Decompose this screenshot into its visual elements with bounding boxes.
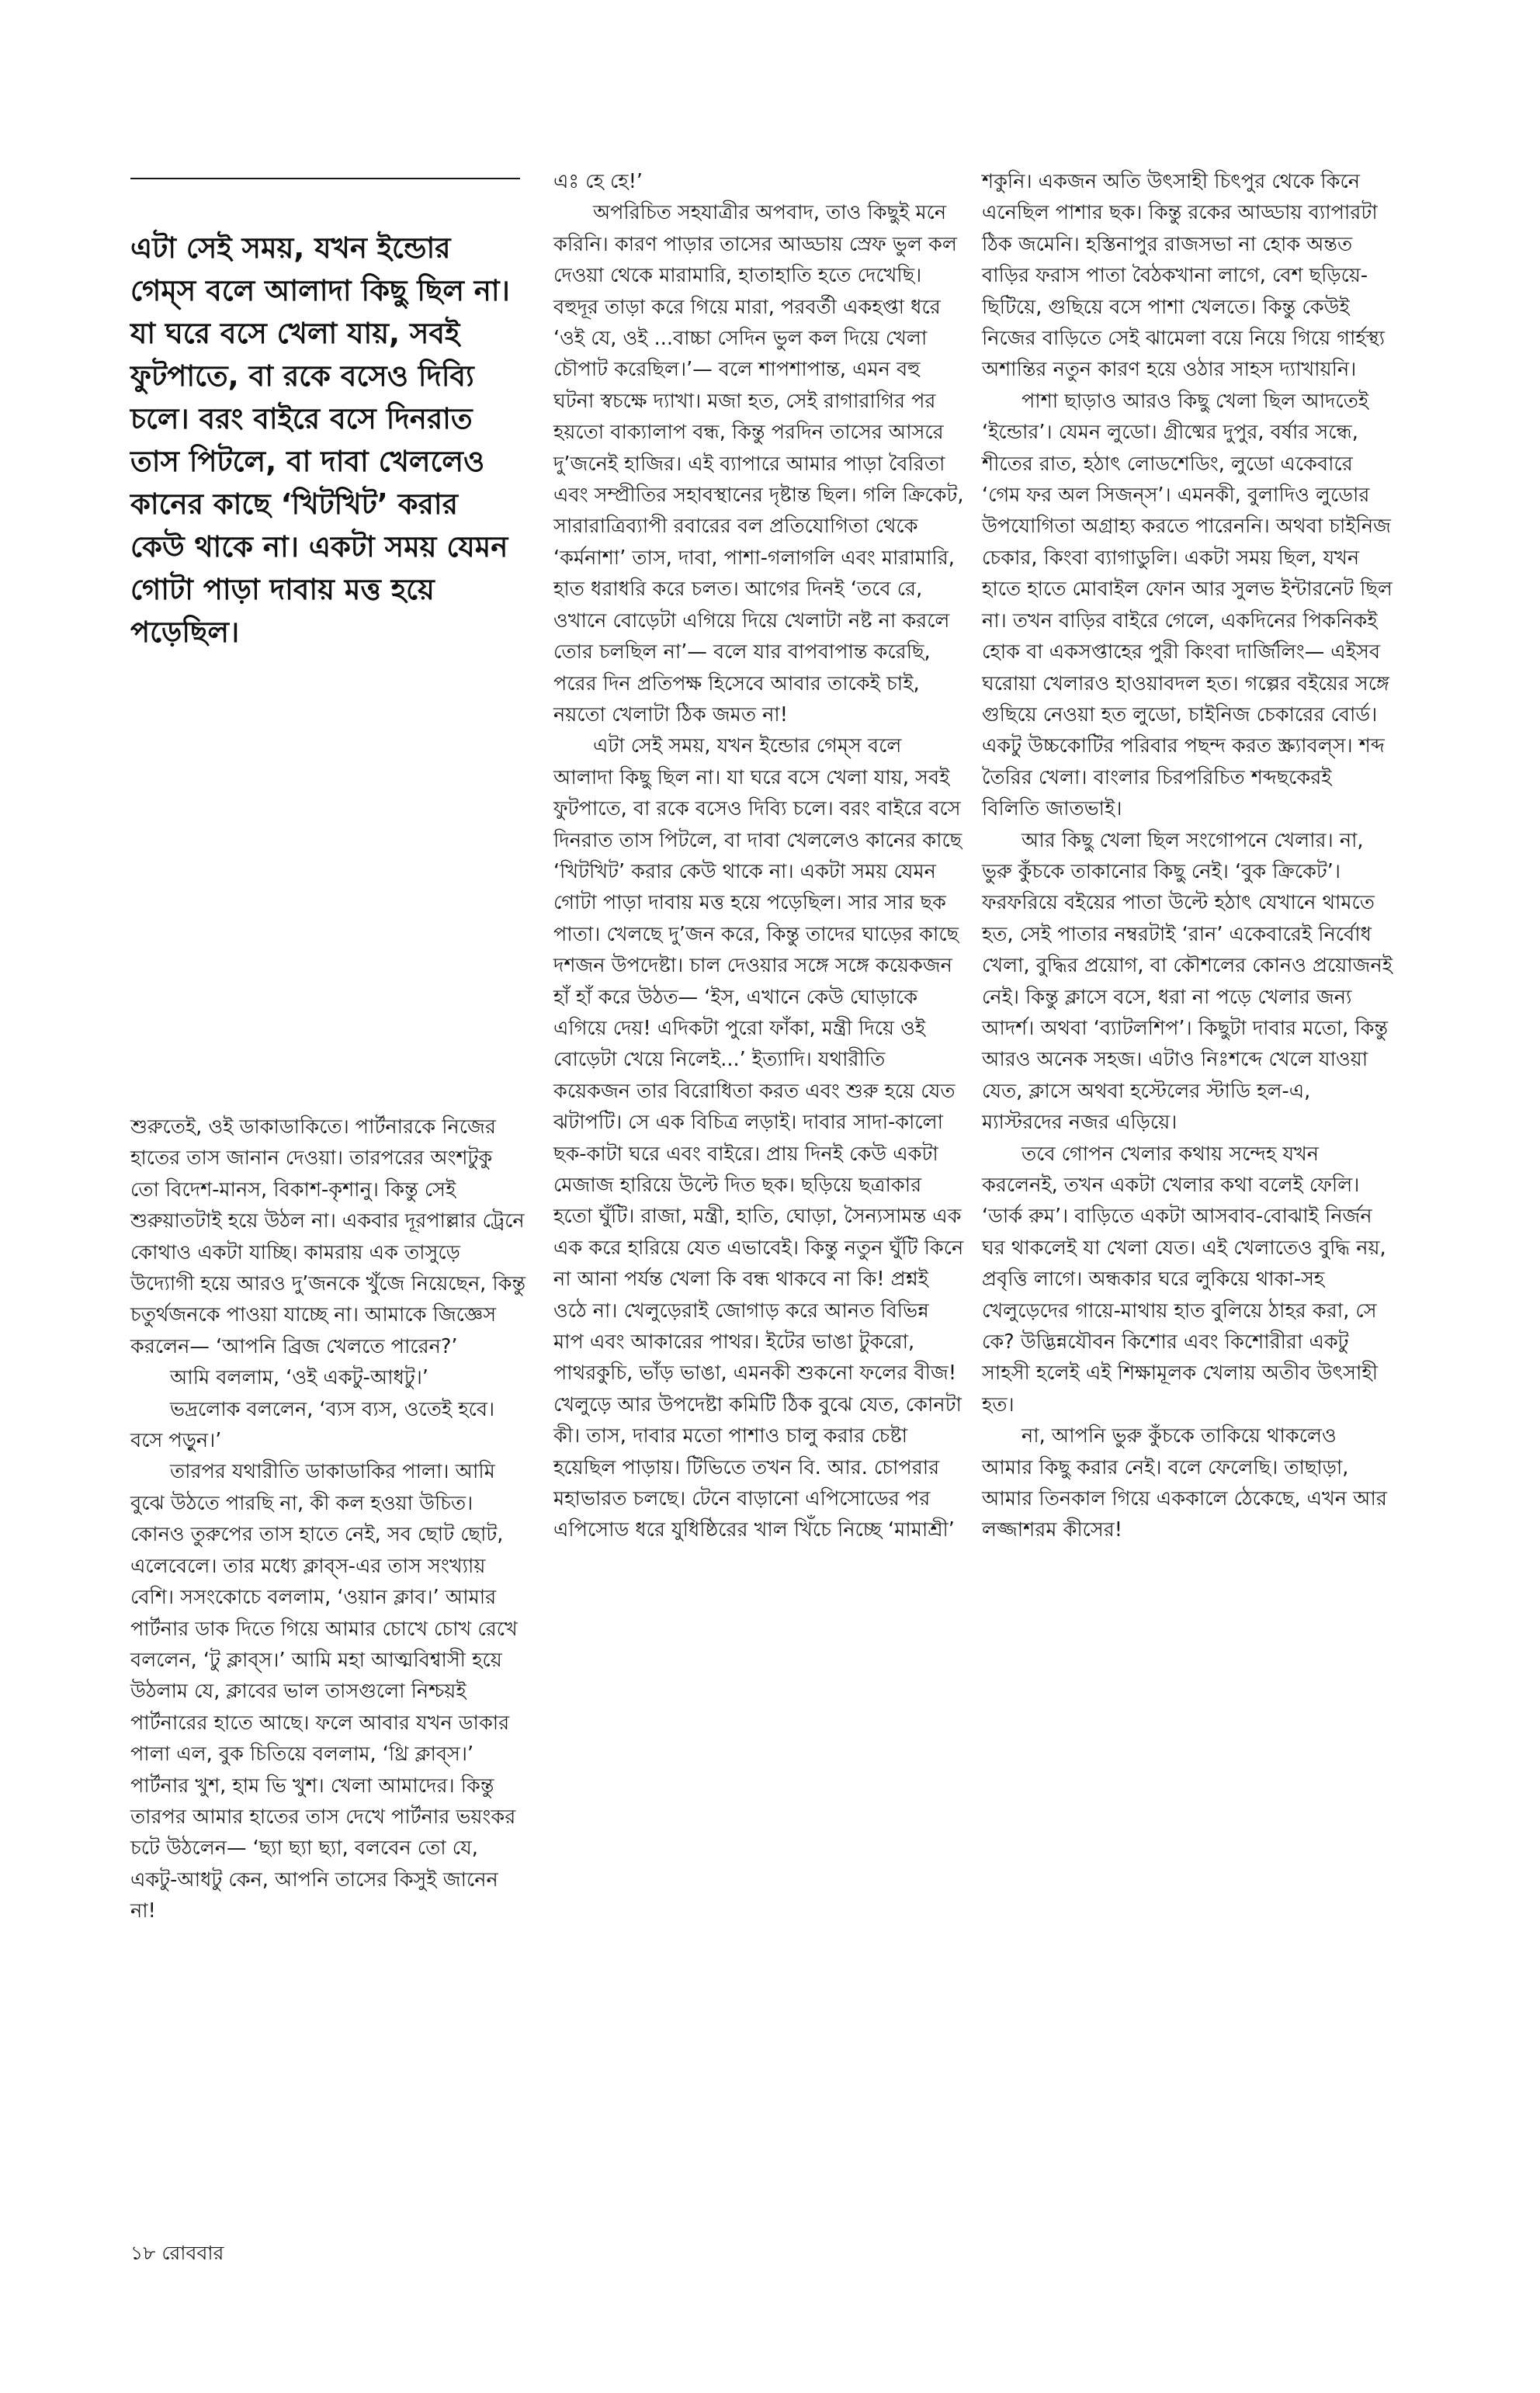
publication-name: রোববার [161, 2242, 224, 2264]
paragraph: তারপর যথারীতি ডাকাডাকির পালা। আমি বুঝে উঠতে পারছি না, কী কল হওয়া উচিত। কোনও তুরুপের তাস হাতে নেই, সব ছোট ছোট, এলেবেলে। তার মধ্যে ক্লাব্‌স-এর তাস সংখ্যায় বেশি। সসংকোচে বললাম, ‘ওয়ান ক্লাব।’ আমার পার্টনার ডাক দিতে গিয়ে আমার চোখে চোখ রেখে বললেন, ‘টু ক্লাব্‌স।’ আমি মহা আত্মবিশ্বাসী হয়ে উঠলাম যে, ক্লাবের ভাল তাসগুলো নিশ্চয়ই পার্টনারের হাতে আছে। ফলে আবার যখন ডাকার পালা এল, বুক চিতিয়ে বললাম, ‘থ্রি ক্লাব্‌স।’ পার্টনার খুশ, হাম ভি খুশ। খেলা আমাদের। কিন্তু তারপর আমার হাতের তাস দেখে পার্টনার ভয়ংকর চটে উঠলেন— ‘ছ্যা ছ্যা ছ্যা, বলবেন তো যে, একটু-আধটু কেন, আপনি তাসের কিসুই জানেন না! [130, 1460, 518, 1923]
page-number: ১৮ [130, 2242, 156, 2264]
paragraph: শুরুতেই, ওই ডাকাডাকিতে। পার্টনারকে নিজের হাতের তাস জানান দেওয়া। তারপরের অংশটুকু তো বিদেশ-মানস, বিকাশ-কৃশানু। কিন্তু সেই শুরুয়াতটাই হয়ে উঠল না। একবার দূরপাল্লার ট্রেনে কোথাও একটা যাচ্ছি। কামরায় এক তাসুড়ে উদ্যোগী হয়ে আরও দু’জনকে খুঁজে নিয়েছেন, কিন্তু চতুর্থজনকে পাওয়া যাচ্ছে না। আমাকে জিজ্ঞেস করলেন— ‘আপনি ব্রিজ খেলতে পারেন?’ [130, 1115, 526, 1358]
paragraph: অপরিচিত সহযাত্রীর অপবাদ, তাও কিছুই মনে করিনি। কারণ পাড়ার তাসের আড্ডায় স্রেফ ভুল কল দেওয়া থেকে মারামারি, হাতাহাতি হতে দেখেছি। বহুদূর তাড়া করে গিয়ে মারা, পরবর্তী একহপ্তা ধরে ‘ওই যে, ওই ...বাচ্চা সেদিন ভুল কল দিয়ে খেলা চৌপাট করেছিল।’— বলে শাপশাপান্ত, এমন বহু ঘটনা স্বচক্ষে দ্যাখা। মজা হত, সেই রাগারাগির পর হয়তো বাক্যালাপ বন্ধ, কিন্তু পরদিন তাসের আসরে দু’জনেই হাজির। এই ব্যাপারে আমার পাড়া বৈরিতা এবং সম্প্রীতির সহাবস্থানের দৃষ্টান্ত ছিল। গলি ক্রিকেট, সারারাত্রিব্যাপী রবারের বল প্রতিযোগিতা থেকে ‘কর্মনাশা’ তাস, দাবা, পাশা-গলাগলি এবং মারামারি, হাত ধরাধরি করে চলত। আগের দিনই ‘তবে রে, ওখানে বোড়েটা এগিয়ে দিয়ে খেলাটা নষ্ট না করলে তোর চলছিল না’— বলে যার বাপবাপান্ত করেছি, পরের দিন প্রতিপক্ষ হিসেবে আবার তাকেই চাই, নয়তো খেলাটা ঠিক জমত না! [553, 201, 964, 727]
paragraph: আর কিছু খেলা ছিল সংগোপনে খেলার। না, ভুরু কুঁচকে তাকানোর কিছু নেই। ‘বুক ক্রিকেট’। ফরফরিয়ে বইয়ের পাতা উল্টে হঠাৎ যেখানে থামতে হত, সেই পাতার নম্বরটাই ‘রান’ একেবারেই নির্বোধ খেলা, বুদ্ধির প্রয়োগ, বা কৌশলের কোনও প্রয়োজনই নেই। কিন্তু ক্লাসে বসে, ধরা না পড়ে খেলার জন্য আদর্শ। অথবা ‘ব্যাটলশিপ’। কিছুটা দাবার মতো, কিন্তু আরও অনেক সহজ। এটাও নিঃশব্দে খেলে যাওয়া যেত, ক্লাসে অথবা হস্টেলের স্টাডি হল-এ, ম্যাস্টরদের নজর এড়িয়ে। [982, 828, 1393, 1135]
page-footer [130, 2238, 224, 2271]
paragraph: শকুনি। একজন অতি উৎসাহী চিৎপুর থেকে কিনে এনেছিল পাশার ছক। কিন্তু রকের আড্ডায় ব্যাপারটা ঠিক জমেনি। হস্তিনাপুর রাজসভা না হোক অন্তত বাড়ির ফরাস পাতা বৈঠকখানা লাগে, বেশ ছড়িয়ে-ছিটিয়ে, গুছিয়ে বসে পাশা খেলতে। কিন্তু কেউই নিজের বাড়িতে সেই ঝামেলা বয়ে নিয়ে গিয়ে গার্হস্থ্য অশান্তির নতুন কারণ হয়ে ওঠার সাহস দ্যাখায়নি। [982, 170, 1386, 382]
paragraph: তবে গোপন খেলার কথায় সন্দেহ যখন করলেনই, তখন একটা খেলার কথা বলেই ফেলি। ‘ডার্ক রুম’। বাড়িতে একটা আসবাব-বোঝাই নির্জন ঘর থাকলেই যা খেলা যেত। এই খেলাতেও বুদ্ধি নয়, প্রবৃত্তি লাগে। অন্ধকার ঘরে লুকিয়ে থাকা-সহ খেলুড়েদের গায়ে-মাথায় হাত বুলিয়ে ঠাহর করা, সে কে? উদ্ভিন্নযৌবন কিশোর এবং কিশোরীরা একটু সাহসী হলেই এই শিক্ষামূলক খেলায় অতীব উৎসাহী হত। [982, 1142, 1386, 1417]
paragraph: এঃ হে হে!’ [553, 170, 643, 193]
pullquote-top-rule [130, 178, 520, 179]
column-1-body [130, 1112, 526, 1927]
paragraph: পাশা ছাড়াও আরও কিছু খেলা ছিল আদতেই ‘ইন্ডোর’। যেমন লুডো। গ্রীষ্মের দুপুর, বর্ষার সন্ধে, শীতের রাত, হঠাৎ লোডশেডিং, লুডো একেবারে ‘গেম ফর অল সিজন্‌স’। এমনকী, বুলাদিও লুডোর উপযোগিতা অগ্রাহ্য করতে পারেননি। অথবা চাইনিজ চেকার, কিংবা ব্যাগাডুলি। একটা সময় ছিল, যখন হাতে হাতে মোবাইল ফোন আর সুলভ ইন্টারনেট ছিল না। তখন বাড়ির বাইরে গেলে, একদিনের পিকনিকই হোক বা একসপ্তাহের পুরী কিংবা দার্জিলিং— এইসব ঘরোয়া খেলারও হাওয়াবদল হত। গল্পের বইয়ের সঙ্গে গুছিয়ে নেওয়া হত লুডো, চাইনিজ চেকারের বোর্ড। একটু উচ্চকোটির পরিবার পছন্দ করত স্ক্র্যাবল্‌স। শব্দ তৈরির খেলা। বাংলার চিরপরিচিত শব্দছকেরই বিলিতি জাতভাই। [982, 389, 1393, 821]
paragraph: ভদ্রলোক বললেন, ‘ব্যস ব্যস, ওতেই হবে। বসে পড়ুন।’ [130, 1397, 495, 1453]
paragraph: আমি বললাম, ‘ওই একটু-আধটু।’ [170, 1366, 428, 1390]
paragraph: এটা সেই সময়, যখন ইন্ডোর গেম্‌স বলে আলাদা কিছু ছিল না। যা ঘরে বসে খেলা যায়, সবই ফুটপাতে, বা রকে বসেও দিব্যি চলে। বরং বাইরে বসে দিনরাত তাস পিটলে, বা দাবা খেললেও কানের কাছে ‘খিটখিট’ করার কেউ থাকে না। একটা সময় যেমন গোটা পাড়া দাবায় মত্ত হয়ে পড়েছিল। সার সার ছক পাতা। খেলছে দু’জন করে, কিন্তু তাদের ঘাড়ের কাছে দশজন উপদেষ্টা। চাল দেওয়ার সঙ্গে সঙ্গে কয়েকজন হাঁ হাঁ করে উঠত— ‘ইস, এখানে কেউ ঘোড়াকে এগিয়ে দেয়! এদিকটা পুরো ফাঁকা, মন্ত্রী দিয়ে ওই বোড়েটা খেয়ে নিলেই...’ ইত্যাদি। যথারীতি কয়েকজন তার বিরোধিতা করত এবং শুরু হয়ে যেত ঝটাপটি। সে এক বিচিত্র লড়াই। দাবার সাদা-কালো ছক-কাটা ঘরে এবং বাইরে। প্রায় দিনই কেউ একটা মেজাজ হারিয়ে উল্টে দিত ছক। ছড়িয়ে ছত্রাকার হতো ঘুঁটি। রাজা, মন্ত্রী, হাতি, ঘোড়া, সৈন্যসামন্ত এক এক করে হারিয়ে যেত এভাবেই। কিন্তু নতুন ঘুঁটি কিনে না আনা পর্যন্ত খেলা কি বন্ধ থাকবে না কি! প্রশ্নই ওঠে না। খেলুড়েরাই জোগাড় করে আনত বিভিন্ন মাপ এবং আকারের পাথর। ইটের ভাঙা টুকরো, পাথরকুচি, ভাঁড় ভাঙা, এমনকী শুকনো ফলের বীজ! খেলুড়ে আর উপদেষ্টা কমিটি ঠিক বুঝে যেত, কোনটা কী। তাস, দাবার মতো পাশাও চালু করার চেষ্টা হয়েছিল পাড়ায়। টিভিতে তখন বি. আর. চোপরার মহাভারত চলছে। টেনে বাড়ানো এপিসোডের পর এপিসোড ধরে যুধিষ্ঠিরের খাল খিঁচে নিচ্ছে ‘মামাশ্রী’ [553, 734, 964, 1542]
column-2-body [553, 166, 965, 1546]
paragraph: না, আপনি ভুরু কুঁচকে তাকিয়ে থাকলেও আমার কিছু করার নেই। বলে ফেলেছি। তাছাড়া, আমার তিনকাল গিয়ে এককালে ঠেকেছে, এখন আর লজ্জাশরম কীসের! [982, 1424, 1387, 1542]
pullquote: এটা সেই সময়, যখন ইন্ডোর গেম্‌স বলে আলাদা কিছু ছিল না। যা ঘরে বসে খেলা যায়, সবই ফুটপাতে, বা রকে বসেও দিব্যি চলে। বরং বাইরে বসে দিনরাত তাস পিটলে, বা দাবা খেললেও কানের কাছে ‘খিটখিট’ করার কেউ থাকে না। একটা সময় যেমন গোটা পাড়া দাবায় মত্ত হয়ে পড়েছিল। [130, 231, 510, 649]
column-3-body [982, 166, 1393, 1546]
